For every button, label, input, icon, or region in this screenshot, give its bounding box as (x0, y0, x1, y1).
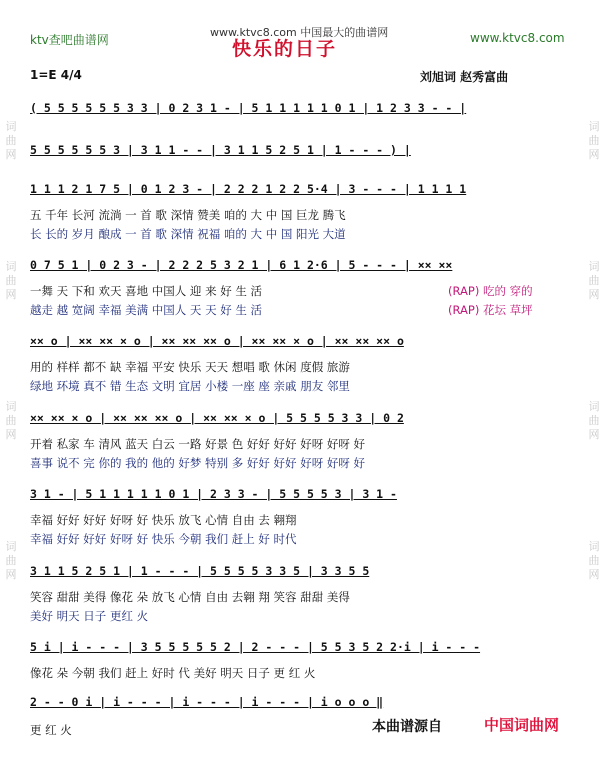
score-notes: 5 i | i - - - | 3 5 5 5 5 5 2 | 2 - - - | 5 5 3 5 2 2·i | i - - - (30, 640, 481, 654)
score-notes: ×× ×× × o | ×× ×× ×× o | ×× ×× × o | 5 5 5 5 3 3 | 0 2 (30, 411, 404, 425)
lyric-line-1: 开着 私家 车 清风 蓝天 白云 一路 好景 色 好好 好好 好呀 好呀 好 (30, 437, 366, 451)
lyric-line-2: 长 长的 岁月 酿成 一 首 歌 深情 祝福 咱的 大 中 国 阳光 大道 (30, 227, 346, 241)
rap-lyric-2: (RAP) 花坛 草坪 (448, 303, 533, 317)
side-watermark: 词曲网 (5, 400, 17, 441)
key-signature: 1=E 4/4 (30, 68, 82, 82)
footer-source-label: 本曲谱源自 (372, 719, 442, 735)
footer-site-name: 中国词曲网 (484, 716, 560, 734)
score-notes: 3 1 - | 5 1 1 1 1 1 0 1 | 2 3 3 - | 5 5 5 5 3 | 3 1 - (30, 487, 397, 501)
lyric-line-2: 绿地 环境 真不 错 生态 文明 宜居 小楼 一座 座 亲戚 朋友 邻里 (30, 379, 350, 393)
lyric-line-2: 美好 明天 日子 更红 火 (30, 609, 149, 623)
side-watermark: 词曲网 (588, 540, 600, 581)
lyric-line-1: 一舞 天 下和 欢天 喜地 中国人 迎 来 好 生 活 (30, 284, 263, 298)
lyric-line-1: 像花 朵 今朝 我们 赶上 好时 代 美好 明天 日子 更 红 火 (30, 666, 316, 680)
lyric-line-1: 五 千年 长河 流淌 一 首 歌 深情 赞美 咱的 大 中 国 巨龙 腾飞 (30, 208, 346, 222)
lyric-line-2: 幸福 好好 好好 好呀 好 快乐 今朝 我们 赶上 好 时代 (30, 532, 297, 546)
side-watermark: 词曲网 (5, 120, 17, 161)
rap-lyric-1: (RAP) 吃的 穿的 (448, 284, 533, 298)
lyric-line-1: 更 红 火 (30, 723, 72, 737)
score-notes: 5 5 5 5 5 5 3 | 3 1 1 - - | 3 1 1 5 2 5 1 | 1 - - - ) | (30, 143, 411, 157)
side-watermark: 词曲网 (588, 400, 600, 441)
song-credits: 刘旭词 赵秀富曲 (420, 70, 509, 84)
header-right-site: www.ktvc8.com (470, 31, 565, 45)
score-notes: 2 - - 0 i | i - - - | i - - - | i - - - | i o o o ‖ (30, 695, 384, 709)
lyric-line-1: 笑容 甜甜 美得 像花 朵 放飞 心情 自由 去翱 翔 笑容 甜甜 美得 (30, 590, 350, 604)
score-notes: 1 1 1 2 1 7 5 | 0 1 2 3 - | 2 2 2 1 2 2 5·4 | 3 - - - | 1 1 1 1 (30, 182, 467, 196)
side-watermark: 词曲网 (5, 260, 17, 301)
side-watermark: 词曲网 (588, 120, 600, 161)
header-left-site: ktv查吧曲谱网 (30, 33, 109, 47)
score-notes: 3 1 1 5 2 5 1 | 1 - - - | 5 5 5 5 3 3 5 | 3 3 5 5 (30, 564, 370, 578)
lyric-line-1: 幸福 好好 好好 好呀 好 快乐 放飞 心情 自由 去 翱翔 (30, 513, 297, 527)
score-notes: 0 7 5 1 | 0 2 3 - | 2 2 2 5 3 2 1 | 6 1 2·6 | 5 - - - | ×× ×× (30, 258, 453, 272)
header-center-site: www.ktvc8.com 中国最大的曲谱网 (210, 26, 389, 39)
score-notes: ( 5 5 5 5 5 5 3 3 | 0 2 3 1 - | 5 1 1 1 1 1 0 1 | 1 2 3 3 - - | (30, 101, 467, 115)
lyric-line-1: 用的 样样 都不 缺 幸福 平安 快乐 天天 想唱 歌 休闲 度假 旅游 (30, 360, 350, 374)
song-title: 快乐的日子 (232, 38, 338, 60)
lyric-line-2: 越走 越 宽阔 幸福 美满 中国人 天 天 好 生 活 (30, 303, 263, 317)
side-watermark: 词曲网 (588, 260, 600, 301)
lyric-line-2: 喜事 说不 完 你的 我的 他的 好梦 特别 多 好好 好好 好呀 好呀 好 (30, 456, 366, 470)
score-notes: ×× o | ×× ×× × o | ×× ×× ×× o | ×× ×× × o | ×× ×× ×× o (30, 334, 404, 348)
side-watermark: 词曲网 (5, 540, 17, 581)
